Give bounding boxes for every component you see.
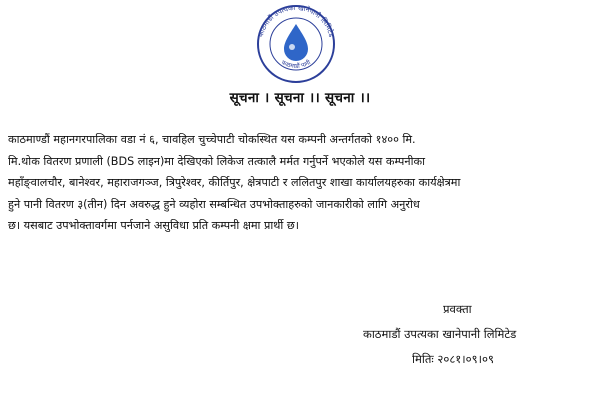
signature-title: प्रवक्ता xyxy=(443,302,472,316)
signature-date: मितिः २०८१।०९।०९ xyxy=(412,352,494,366)
notice-line: मि.थोक वितरण प्रणाली (BDS लाइन)मा देखिएको लिकेज तत्कालै मर्मत गर्नुपर्ने भएकोले यस कम्पनीका xyxy=(8,154,425,168)
company-seal-logo xyxy=(232,4,360,84)
water-drop-icon xyxy=(284,24,308,61)
seal-text-top: काठमाडौं उपत्यका खानेपानी लिमिटेड xyxy=(256,4,336,39)
notice-line: हुने पानी वितरण ३(तीन) दिन अवरुद्ध हुने व्यहोरा सम्बन्धित उपभोक्ताहरुको जानकारीको लागि अनुरोध xyxy=(8,197,420,211)
seal-text-bottom: काठमाडौं पानी xyxy=(280,59,312,71)
notice-body xyxy=(8,129,590,237)
seal-graphic xyxy=(232,4,360,84)
notice-line: काठमाण्डौं महानगरपालिका वडा नं ६, चावहिल चुच्चेपाटी चोकस्थित यस कम्पनी अन्तर्गतको १४०० मि. xyxy=(8,133,416,146)
notice-line: छ। यसबाट उपभोक्तावर्गमा पर्नजाने असुविधा प्रति कम्पनी क्षमा प्रार्थी छ। xyxy=(8,219,299,233)
notice-line: महाँङ्वालचौर, बानेश्वर, महाराजगञ्ज, त्रिपुरेश्वर, कीर्तिपुर, क्षेत्रपाटी र ललितपुर शाखा कार्यालयहरुका कार्यक्षेत्रमा xyxy=(8,176,461,190)
signature-organization: काठमाडौं उपत्यका खानेपानी लिमिटेड xyxy=(363,327,517,341)
notice-heading: सूचना । सूचना ।। सूचना ।। xyxy=(229,90,371,106)
drop-highlight xyxy=(289,44,295,50)
